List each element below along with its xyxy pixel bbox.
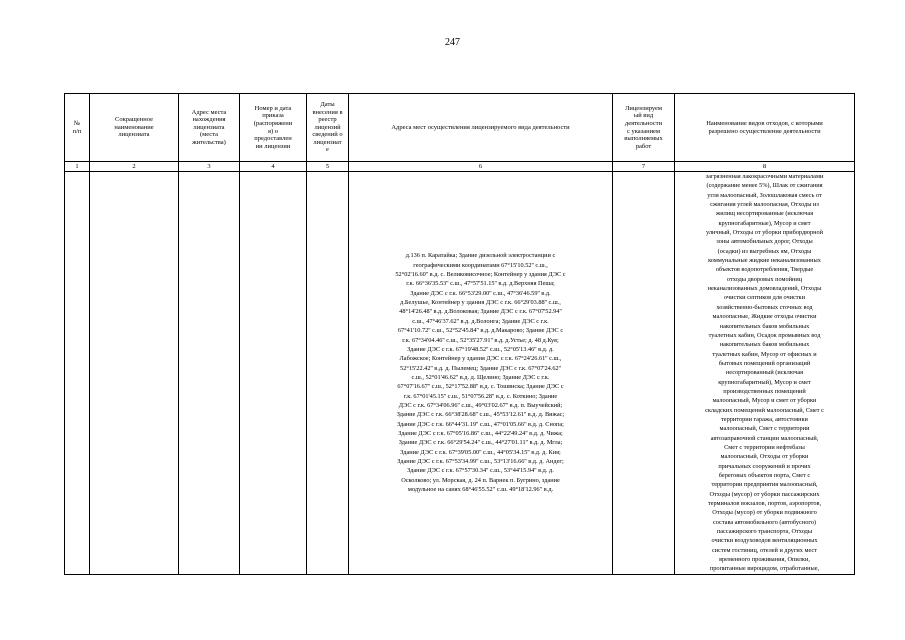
cell-waste-types: загрязненная лакокрасочными материалами (содержание менее 5%), Шлак от сжигания угля малоопасный, Золошлаковая смесь от сжигания углей малоопасная, Отходы из жилищ несортированные (исключая крупногабаритные), Мусор и смет уличный, Отходы от уборки прибордюрной зоны автомобильных дорог, Отходы (осадки) из выгребных ям, Отходы коммунальные жидкие неканализованных объектов водопотребления, Твердые отходы дворовых помойниц неканализованных домовладений, Отходы очистки септиков для очистки хозяйственно-бытовых сточных вод малоопасные, Жидкие отходы очистки накопительных баков мобильных туалетных кабин, Осадок промывных вод накопительных баков мобильных туалетных кабин, Мусор от офисных и бытовых помещений организаций несортированный (исключая крупногабаритный), Мусор и смет производственных помещений малоопасный, Мусор и смет от уборки складских помещений малоопасный, Смет с территории гаража, автостоянки малоопасный, Смет с территории автозаправочной станции малоопасный, Смет с территории нефтебазы малоопасный, Отходы от уборки причальных сооружений и прочих береговых объектов порта, Смет с территории предприятия малоопасный, Отходы (мусор) от уборки пассажирских терминалов вокзалов, портов, аэропортов, Отходы (мусор) от уборки подвижного состава автомобильного (автобусного) пассажирского транспорта, Отходы очистки воздуховодов вентиляционных систем гостиниц, отелей и других мест временного проживания, Опилки, пропитанные вироцидом, отработанные, [675,172,855,575]
column-number: 2 [90,162,179,172]
cell-activity-addresses: д.136 п. Каратайка; Здание дизельной электростанции с географическими координатами 67°15'10.52'' с.ш., 52°02'16.60'' в.д. с. Великовисочное; Контейнер у здания ДЭС с г.к. 66°36'35.53'' с.ш., 47°57'51.15'' в.д. д.Верхняя Пеша; Здание ДЭС с г.к. 66°53'29.00'' с.ш., 47°36'46.59'' в.д. д.Белушье, Контейнер у здания ДЭС с г.к. 66°29'03.88'' с.ш., 48°14'26.48'' в.д. д.Волоковая; Здание ДЭС с г.к. 67°07'52.94'' с.ш., 47°46'37.62'' в.д. д.Волонга; Здание ДЭС с г.к. 67°41'10.72'' с.ш., 52°52'45.84'' в.д. д.Макарово; Здание ДЭС с г.к. 67°34'04.46'' с.ш., 52°35'27.91'' в.д. д.Устье; д. 48 д.Куя; Здание ДЭС с г.к. 67°19'48.52'' с.ш., 52°05'13.46'' в.д. д. Лабожское; Контейнер у здания ДЭС с г.к. 67°24'26.61'' с.ш., 52°15'22.42'' в.д. д. Пылемец; Здание ДЭС с г.к. 67°07'24.62'' с.ш., 52°01'46.62'' в.д. д. Щелино; Здание ДЭС с г.к. 67°07'16.67'' с.ш., 52°17'52.88'' в.д. с. Тошвиска; Здание ДЭС с г.к. 67°01'45.15'' с.ш., 51°07'56.28'' в.д. с. Коткино; Здание ДЭС с г.к. 67°34'06.96'' с.ш., 49°03'02.67'' в.д. п. Выучейский; Здание ДЭС с г.к. 66°38'28.68'' с.ш., 45°53'12.61'' в.д. д. Вижас; Здание ДЭС с г.к. 66°44'31.19'' с.ш., 47°01'05.66'' в.д. д. Снопа; Здание ДЭС с г.к. 67°05'16.86'' с.ш., 44°22'49.24'' в.д. д. Чижа; Здание ДЭС с г.к. 66°29'54.24'' с.ш., 44°27'01.11'' в.д. д. Мгла; Здание ДЭС с г.к. 67°39'05.00'' с.ш., 44°05'34.15'' в.д. д. Кия; Здание ДЭС с г.к. 67°53'34.99'' с.ш., 53°13'16.66'' в.д. д. Андег; Здание ДЭС с г.к. 67°57'30.34'' с.ш., 53°44'15.94'' в.д. д. Осколково; ул. Морская, д. 24 п. Варнек п. Бугрино, здание модульное на санях 68°46'55.52" с.ш. 49°18'12.96" в.д. [349,172,613,575]
column-number: 3 [179,162,240,172]
cell-registry-dates [307,172,349,575]
cell-order [240,172,307,575]
page-number: 247 [445,37,460,48]
column-number: 7 [613,162,675,172]
column-number: 6 [349,162,613,172]
column-number-row [65,162,855,172]
header-licensed-activity: Лицензируем ый вид деятельности с указанием выполняемых работ [613,94,675,162]
header-row [65,94,855,162]
header-activity-addresses: Адреса мест осуществления лицензируемого вида деятельности [349,94,613,162]
cell-licensee-name [90,172,179,575]
header-order-number-date: Номер и дата приказа (распоряжени я) о предоставлен ии лицензии [240,94,307,162]
license-registry-table [64,93,855,575]
header-registry-dates: Даты внесения в реестр лицензий сведений о лицензиат е [307,94,349,162]
header-waste-types: Наименование видов отходов, с которыми разрешено осуществление деятельности [675,94,855,162]
cell-number [65,172,90,575]
cell-licensee-address [179,172,240,575]
header-licensee-address: Адрес места нахождения лицензиата (места жительства) [179,94,240,162]
header-number: № п/п [65,94,90,162]
column-number: 1 [65,162,90,172]
table-row [65,172,855,575]
column-number: 5 [307,162,349,172]
column-number: 4 [240,162,307,172]
cell-licensed-activity [613,172,675,575]
column-number: 8 [675,162,855,172]
header-licensee-name: Сокращенное наименование лицензиата [90,94,179,162]
